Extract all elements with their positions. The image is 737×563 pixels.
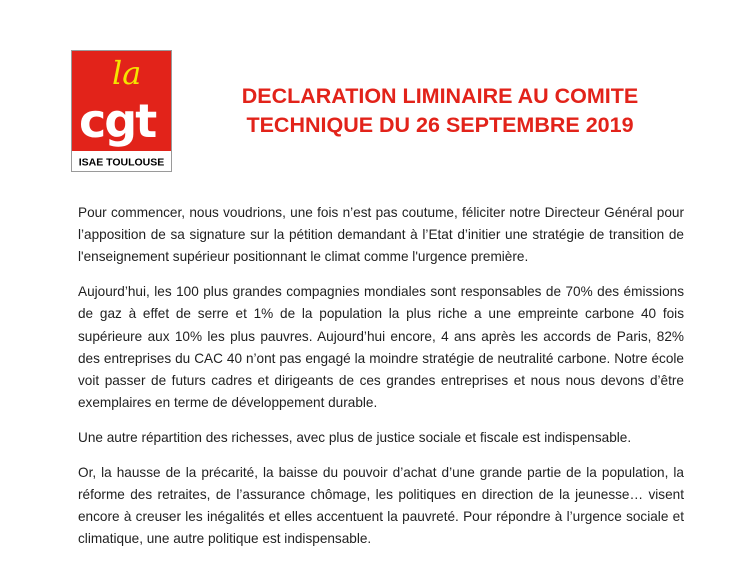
paragraph-intro: Pour commencer, nous voudrions, une fois n’est pas coutume, féliciter notre Directeur Général pour l’apposition de sa signature sur la pétition demandant à l’Etat d’initier une stratégie de transition de l'enseignement supérieur positionnant le climat comme l'urgence première. <box>78 205 684 265</box>
logo-la-text: la <box>112 54 142 92</box>
logo-subtitle: ISAE TOULOUSE <box>78 156 165 169</box>
document-body <box>78 202 684 563</box>
paragraph-inequality: Or, la hausse de la précarité, la baisse du pouvoir d’achat d’une grande partie de la population, la réforme des retraites, de l’assurance chômage, les politiques en direction de la jeunesse… visent encore à creuser les inégalités et elles accentuent la pauvreté. Pour répondre à l’urgence sociale et climatique, une autre politique est indispensable. <box>78 464 684 547</box>
title-line-2: TECHNIQUE DU 26 SEPTEMBRE 2019 <box>246 113 634 137</box>
document-title <box>205 82 675 140</box>
paragraph-wealth: Une autre répartition des richesses, avec plus de justice sociale et fiscale est indispensable. <box>78 429 632 445</box>
logo-cgt-text: cgt <box>79 94 156 148</box>
cgt-logo <box>71 50 172 172</box>
title-line-1: DECLARATION LIMINAIRE AU COMITE <box>241 84 639 108</box>
paragraph-climate: Aujourd’hui, les 100 plus grandes compagnies mondiales sont responsables de 70% des émissions de gaz à effet de serre et 1% de la population la plus riche a une empreinte carbone 40 fois supérieure aux 10% les plus pauvres. Aujourd’hui encore, 4 ans après les accords de Paris, 82% des entreprises du CAC 40 n’ont pas engagé la moindre stratégie de neutralité carbone. Notre école voit passer de futurs cadres et dirigeants de ces grandes entreprises et nous nous devons d’être exemplaires en terme de développement durable. <box>78 284 684 411</box>
cgt-logo-graphic <box>72 51 171 171</box>
